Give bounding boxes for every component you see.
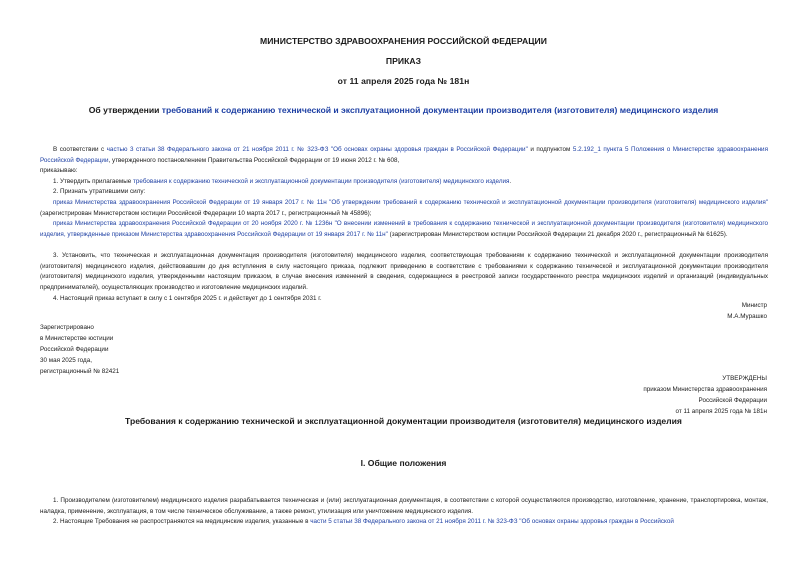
intro-text-2: и подпунктом <box>527 146 573 153</box>
item-2b-link[interactable]: приказ Министерства здравоохранения Российской Федерации от 20 ноября 2020 г. № 1236н "О внесении изменений в требования к содержанию технической и эксплуатационной документации производителя (изготовителя) медицинского изделия, утвержденные приказом Министерства здравоохранения Российской Федерации от 19 января 2017 г. № 11н" <box>40 220 768 238</box>
order-subject-link[interactable]: требований к содержанию технической и эксплуатационной документации производителя (изготовителя) медицинского изделия <box>161 105 719 115</box>
requirement-paragraph-1: 1. Производителем (изготовителем) медицинского изделия разрабатывается техническая и (или) эксплуатационная документация, в соответствии с которой осуществляются производство, изготовление, хранение, транспортировка, монтаж, наладка, применение, эксплуатация, в том числе техническое обслуживание, а также ремонт, утилизация или уничтожение медицинского изделия. <box>40 497 768 515</box>
signature-name: М.А.Мурашко <box>727 313 767 320</box>
requirement-paragraph-2 <box>53 517 674 528</box>
requirement-2-text: 2. Настоящие Требования не распространяются на медицинские изделия, указанные в <box>53 518 311 525</box>
intro-text-3: , утвержденного постановлением Правительства Российской Федерации от 19 июня 2012 г. № 608, <box>108 156 400 164</box>
requirements-title: Требования к содержанию технической и эксплуатационной документации производителя (изготовителя) медицинского изделия <box>125 416 682 426</box>
order-word: приказываю: <box>40 167 78 174</box>
registration-line-2: в Министерстве юстиции <box>40 335 114 342</box>
item-2: 2. Признать утратившими силу: <box>53 188 146 195</box>
order-subject <box>0 105 807 115</box>
item-1-text: 1. Утвердить прилагаемые <box>53 178 133 185</box>
item-2b-text: (зарегистрирован Министерством юстиции Российской Федерации 21 декабря 2020 г., регистрационный № 61625). <box>387 230 728 238</box>
approved-line-4: от 11 апреля 2025 года № 181н <box>675 408 767 415</box>
item-2a-text: (зарегистрирован Министерством юстиции Российской Федерации 10 марта 2017 г., регистрационный № 45896); <box>40 209 372 217</box>
signature-block <box>727 300 767 322</box>
item-4: 4. Настоящий приказ вступает в силу с 1 сентября 2025 г. и действует до 1 сентября 2031 г. <box>53 295 322 302</box>
registration-line-1: Зарегистрировано <box>40 324 94 331</box>
law-link[interactable]: частью 3 статьи 38 Федерального закона от 21 ноября 2011 г. № 323-ФЗ "Об основах охраны здоровья граждан в Российской Федерации" <box>106 146 528 153</box>
approved-block <box>643 373 767 417</box>
requirement-2-link[interactable]: части 5 статьи 38 Федерального закона от 21 ноября 2011 г. № 323-ФЗ "Об основах охраны здоровья граждан в Российской <box>310 518 674 525</box>
intro-paragraph <box>40 145 768 166</box>
registration-line-3: Российской Федерации <box>40 346 109 353</box>
approved-line-2: приказом Министерства здравоохранения <box>643 386 767 393</box>
doc-type-heading: ПРИКАЗ <box>385 56 422 66</box>
item-1-end: . <box>509 178 512 185</box>
approved-line-1: УТВЕРЖДЕНЫ <box>722 375 767 382</box>
approved-line-3: Российской Федерации <box>698 397 767 404</box>
date-number-heading: от 11 апреля 2025 года № 181н <box>337 76 470 86</box>
item-3: 3. Установить, что техническая и эксплуатационная документация производителя (изготовителя) медицинского изделия, соответствующая требованиям к содержанию технической и эксплуатационной документации производителя (изготовителя) медицинского изделия, действовавшим до дня вступления в силу настоящего приказа, подлежит приведению в соответствие с требованиями к содержанию технической и эксплуатационной документации производителя (изготовителя) медицинского изделия, утвержденными настоящим приказом, в случае внесения изменений в сведения, содержащиеся в реестровой записи государственного реестра медицинских изделий и организаций (индивидуальных предпринимателей), осуществляющих производство и изготовление медицинских изделий. <box>40 252 768 292</box>
section-1-heading: I. Общие положения <box>360 458 447 468</box>
item-2a-link[interactable]: приказ Министерства здравоохранения Российской Федерации от 19 января 2017 г. № 11н "Об утверждении требований к содержанию технической и эксплуатационной документации производителя (изготовителя) медицинского изделия" <box>53 199 768 206</box>
registration-line-4: 30 мая 2025 года, <box>40 357 92 364</box>
registration-line-5: регистрационный № 82421 <box>40 368 120 375</box>
intro-text-1: В соответствии с <box>53 146 107 153</box>
order-subject-prefix: Об утверждении <box>88 105 162 115</box>
regulation-link[interactable]: 5.2.192_1 пункта 5 Положения о Министерстве здравоохранения Российской Федерации <box>40 146 768 164</box>
item-1-link[interactable]: требования к содержанию технической и эксплуатационной документации производителя (изготовителя) медицинского изделия <box>133 178 510 185</box>
item-2a <box>40 198 768 219</box>
item-2b <box>40 219 768 240</box>
ministry-heading: МИНИСТЕРСТВО ЗДРАВООХРАНЕНИЯ РОССИЙСКОЙ ФЕДЕРАЦИИ <box>260 36 547 46</box>
registration-block <box>40 322 119 377</box>
signature-title: Министр <box>741 302 767 309</box>
